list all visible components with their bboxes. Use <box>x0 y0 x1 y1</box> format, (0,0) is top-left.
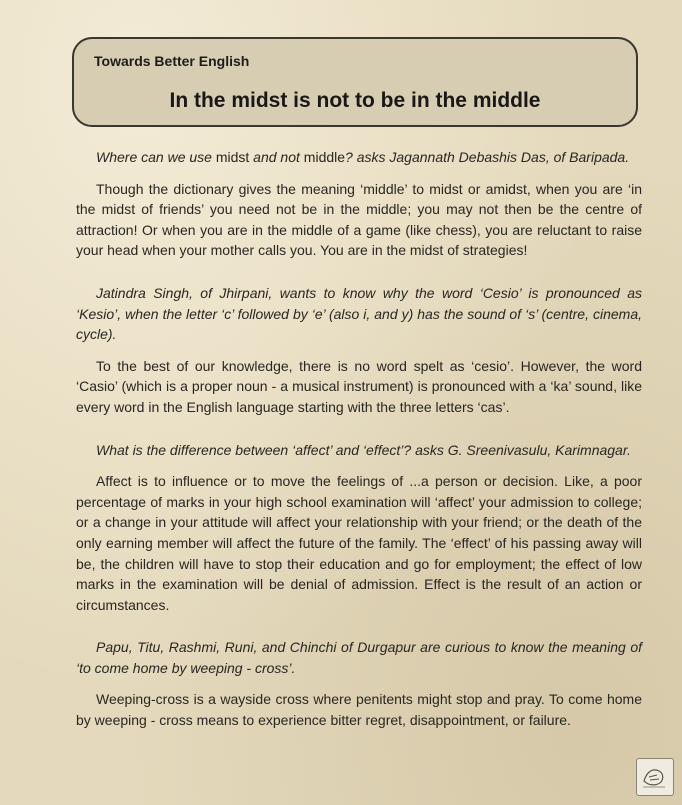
answer-3: Affect is to influence or to move the feelings of ...a person or decision. Like, a poor percentage of marks in your high school examination will ‘affect’ your admission to college; or a change in your attitude will affect your relationship with your friend; or the death of the only earning member will affect the future of the family. The ‘effect’ of his passing away will be, the children will have to stop their education and go for employment; the effect of low marks in the examination will be denial of admission. Effect is the result of an action or circumstances. <box>76 473 642 613</box>
question-1-term-midst: midst <box>215 149 250 165</box>
answer-1: Though the dictionary gives the meaning ‘middle’ to midst or amidst, when you are ‘in the midst of friends’ you need not be in the middle; you may not then be the centre of attraction! Or when you are in the middle of a game (like chess), you are reluctant to raise your head when your mother calls you. You are in the midst of strategies! <box>76 180 642 259</box>
column-kicker: Towards Better English <box>94 53 250 69</box>
question-1 <box>76 147 642 168</box>
header-box <box>72 37 638 127</box>
column-body <box>76 147 642 731</box>
headline: In the midst is not to be in the middle <box>169 89 541 112</box>
answer-2: To the best of our knowledge, there is no word spelt as ‘cesio’. However, the word ‘Casio’ (which is a proper noun - a musical instrument) is pronounced with a ‘ka’ sound, like every word in the English language starting with the three letters ‘cas’. <box>76 357 642 415</box>
question-4: Papu, Titu, Rashmi, Runi, and Chinchi of Durgapur are curious to know the meaning of ‘to come home by weeping - cross’. <box>76 639 642 676</box>
answer-4: Weeping-cross is a wayside cross where penitents might stop and pray. To come home by weeping - cross means to experience bitter regret, disappointment, or failure. <box>76 691 642 729</box>
question-3: What is the difference between ‘affect’ and ‘effect’? asks G. Sreenivasulu, Karimnagar. <box>96 441 631 458</box>
question-1-mid: and not <box>249 149 304 165</box>
question-1-pre: Where can we use <box>96 149 216 165</box>
stamp-icon <box>636 758 674 796</box>
question-2: Jatindra Singh, of Jhirpani, wants to know why the word ‘Cesio’ is pronounced as ‘Kesio’, when the letter ‘c’ followed by ‘e’ (also i, and y) has the sound of ‘s’ (centre, cinema, cycle). <box>76 284 642 343</box>
question-1-post: ? asks Jagannath Debashis Das, of Baripada. <box>345 149 630 165</box>
question-1-term-middle: middle <box>303 149 346 165</box>
